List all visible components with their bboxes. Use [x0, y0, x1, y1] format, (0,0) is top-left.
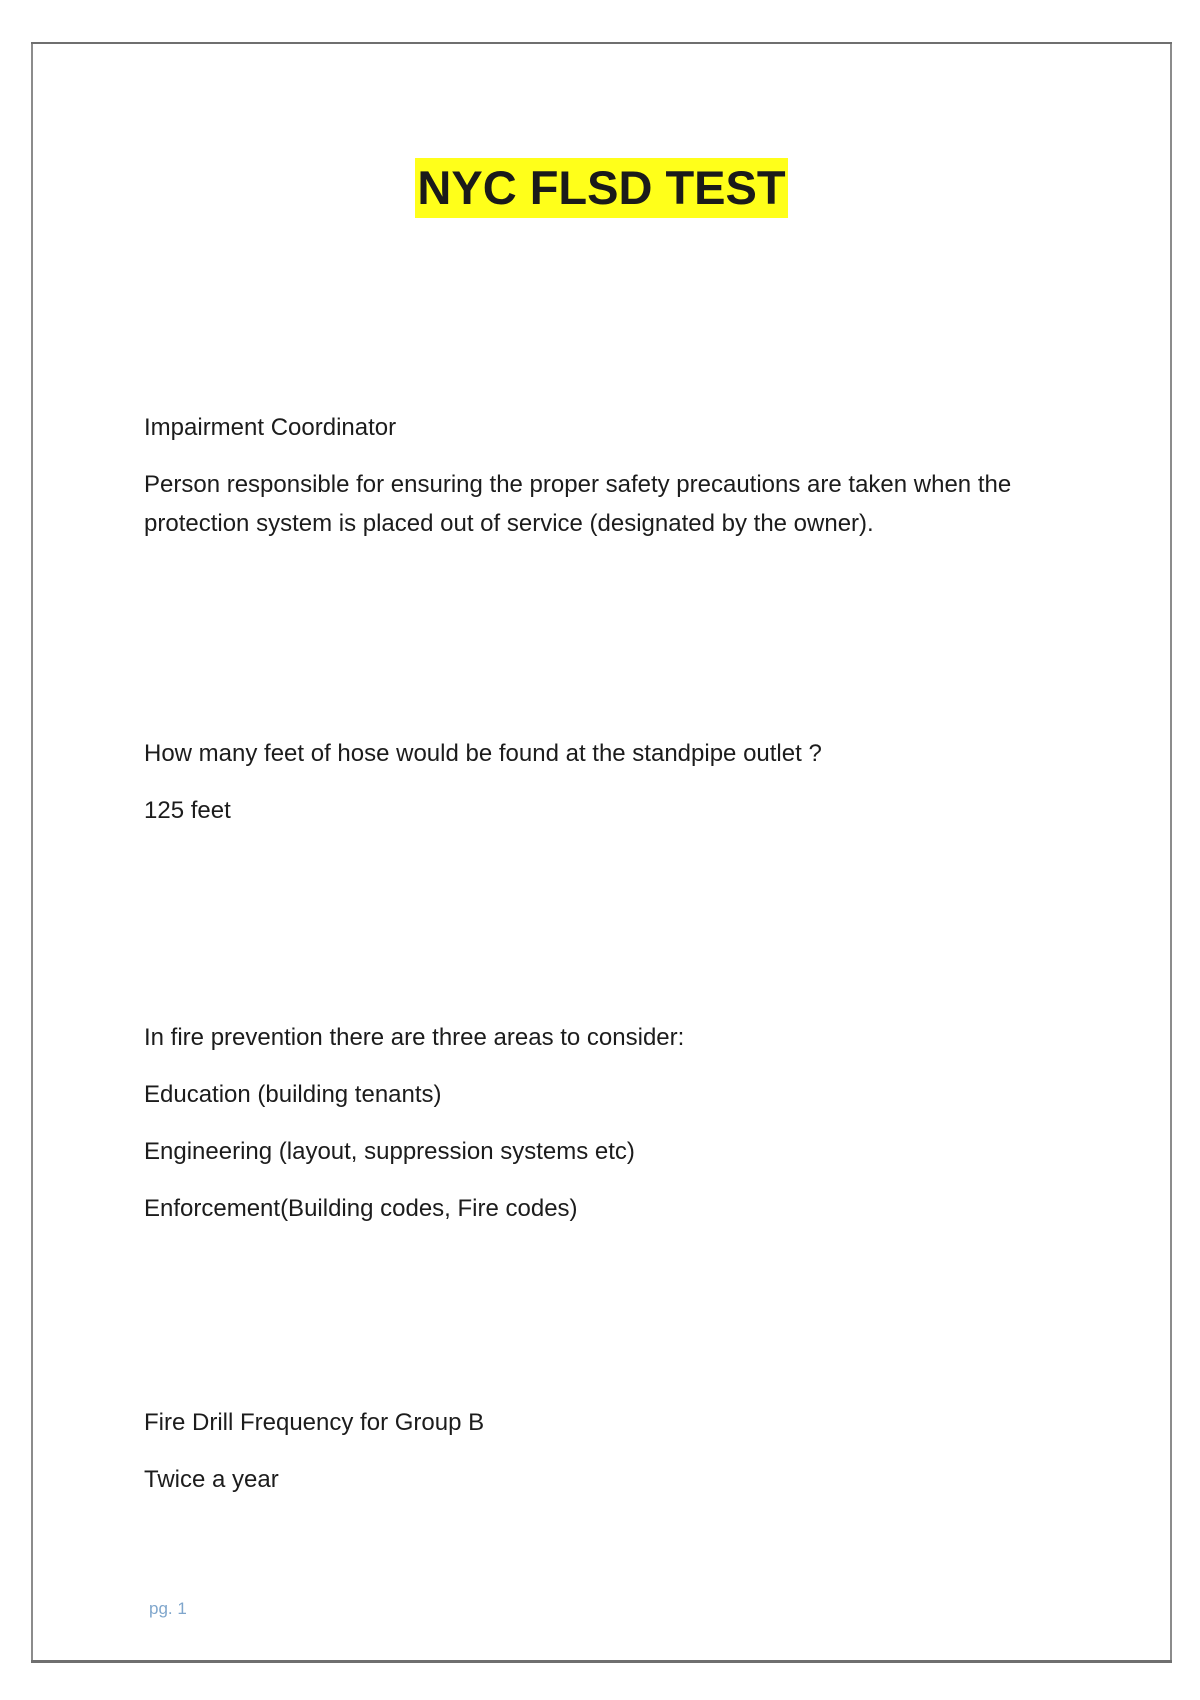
title-container: [33, 158, 1170, 218]
answer-text: 125 feet: [144, 797, 231, 824]
answer-text: Twice a year: [144, 1466, 279, 1493]
flashcard-fire-prevention-areas: [144, 1018, 1074, 1228]
answer-item: Engineering (layout, suppression systems etc): [144, 1138, 635, 1165]
question-text: Impairment Coordinator: [144, 414, 397, 441]
document-page: [31, 42, 1172, 1662]
question-text: Fire Drill Frequency for Group B: [144, 1409, 485, 1436]
question-text: In fire prevention there are three areas to consider:: [144, 1024, 685, 1051]
flashcard-hose-length: [144, 734, 1074, 830]
answer-item: Enforcement(Building codes, Fire codes): [144, 1195, 578, 1222]
flashcard-fire-drill-frequency: [144, 1403, 1074, 1499]
flashcard-impairment-coordinator: [144, 408, 1074, 543]
question-text: How many feet of hose would be found at the standpipe outlet ?: [144, 740, 822, 767]
page-number: pg. 1: [149, 1599, 187, 1618]
document-title: NYC FLSD TEST: [415, 158, 787, 218]
answer-text: Person responsible for ensuring the proper safety precautions are taken when the protection system is placed out of service (designated by the owner).: [144, 471, 1012, 537]
answer-item: Education (building tenants): [144, 1081, 442, 1108]
